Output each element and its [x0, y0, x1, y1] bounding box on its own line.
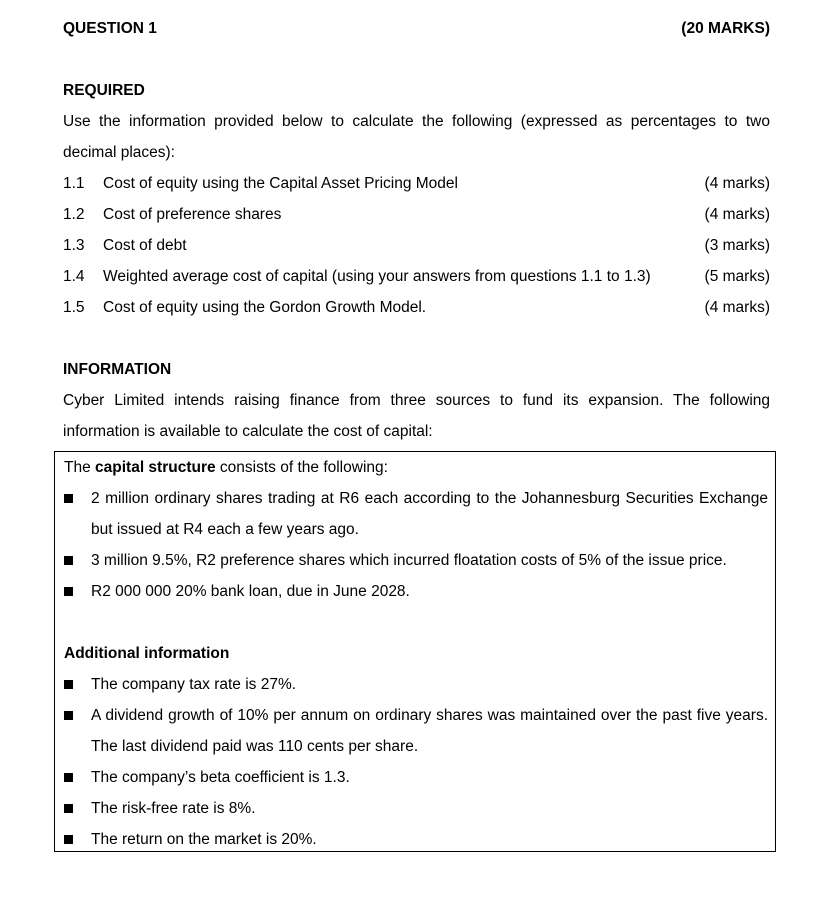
- required-heading: REQUIRED: [63, 82, 145, 99]
- square-bullet-icon: [64, 793, 91, 824]
- bullet-item: [64, 700, 768, 762]
- bullet-item: [64, 576, 768, 607]
- capital-structure-line: The capital structure consists of the following:: [64, 459, 388, 476]
- item-number: 1.2: [63, 206, 85, 223]
- capital-structure-bold: capital structure: [95, 459, 216, 476]
- item-number: 1.4: [63, 268, 85, 285]
- question-title: QUESTION 1: [63, 20, 157, 37]
- question-total-marks: (20 MARKS): [681, 20, 770, 37]
- bullet-item: [64, 793, 768, 824]
- required-item: [63, 292, 770, 323]
- item-text: Cost of equity using the Capital Asset Pricing Model: [103, 175, 458, 192]
- item-text: Cost of preference shares: [103, 206, 282, 223]
- required-item: [63, 261, 770, 292]
- item-text: Weighted average cost of capital (using your answers from questions 1.1 to 1.3): [103, 268, 651, 285]
- bullet-text: The risk-free rate is 8%.: [91, 800, 256, 817]
- required-intro: Use the information provided below to calculate the following (expressed as percentages to two decimal places):: [63, 113, 770, 161]
- required-item: [63, 199, 770, 230]
- bullet-text: R2 000 000 20% bank loan, due in June 2028.: [91, 583, 410, 600]
- item-marks: (4 marks): [704, 175, 770, 192]
- item-marks: (3 marks): [704, 237, 770, 254]
- required-item: [63, 230, 770, 261]
- information-heading: INFORMATION: [63, 361, 172, 378]
- bullet-text: The company’s beta coefficient is 1.3.: [91, 769, 350, 786]
- required-item: [63, 168, 770, 199]
- required-list: [63, 168, 770, 323]
- information-box: [54, 451, 776, 852]
- bullet-text: The company tax rate is 27%.: [91, 676, 297, 693]
- bullet-text: 3 million 9.5%, R2 preference shares which incurred floatation costs of 5% of the issue price.: [91, 552, 727, 569]
- item-marks: (4 marks): [704, 206, 770, 223]
- bullet-item: [64, 824, 768, 855]
- square-bullet-icon: [64, 576, 91, 607]
- item-marks: (5 marks): [704, 268, 770, 285]
- bullet-item: [64, 483, 768, 545]
- item-number: 1.3: [63, 237, 85, 254]
- bullet-text: A dividend growth of 10% per annum on ordinary shares was maintained over the past five years. The last dividend paid was 110 cents per share.: [91, 707, 768, 755]
- item-text: Cost of equity using the Gordon Growth Model.: [103, 299, 427, 316]
- information-intro: Cyber Limited intends raising finance from three sources to fund its expansion. The following information is available to calculate the cost of capital:: [63, 392, 770, 440]
- additional-info-heading: Additional information: [64, 645, 230, 662]
- square-bullet-icon: [64, 669, 91, 700]
- item-marks: (4 marks): [704, 299, 770, 316]
- bullet-item: [64, 669, 768, 700]
- bullet-item: [64, 762, 768, 793]
- square-bullet-icon: [64, 762, 91, 793]
- square-bullet-icon: [64, 700, 91, 762]
- bullet-text: 2 million ordinary shares trading at R6 each according to the Johannesburg Securities Exchange but issued at R4 each a few years ago.: [91, 490, 768, 538]
- bullet-item: [64, 545, 768, 576]
- bullet-text: The return on the market is 20%.: [91, 831, 317, 848]
- item-number: 1.5: [63, 299, 85, 316]
- square-bullet-icon: [64, 483, 91, 545]
- square-bullet-icon: [64, 824, 91, 855]
- item-number: 1.1: [63, 175, 85, 192]
- question-page: [63, 13, 770, 447]
- square-bullet-icon: [64, 545, 91, 576]
- item-text: Cost of debt: [103, 237, 187, 254]
- question-header: [63, 13, 770, 44]
